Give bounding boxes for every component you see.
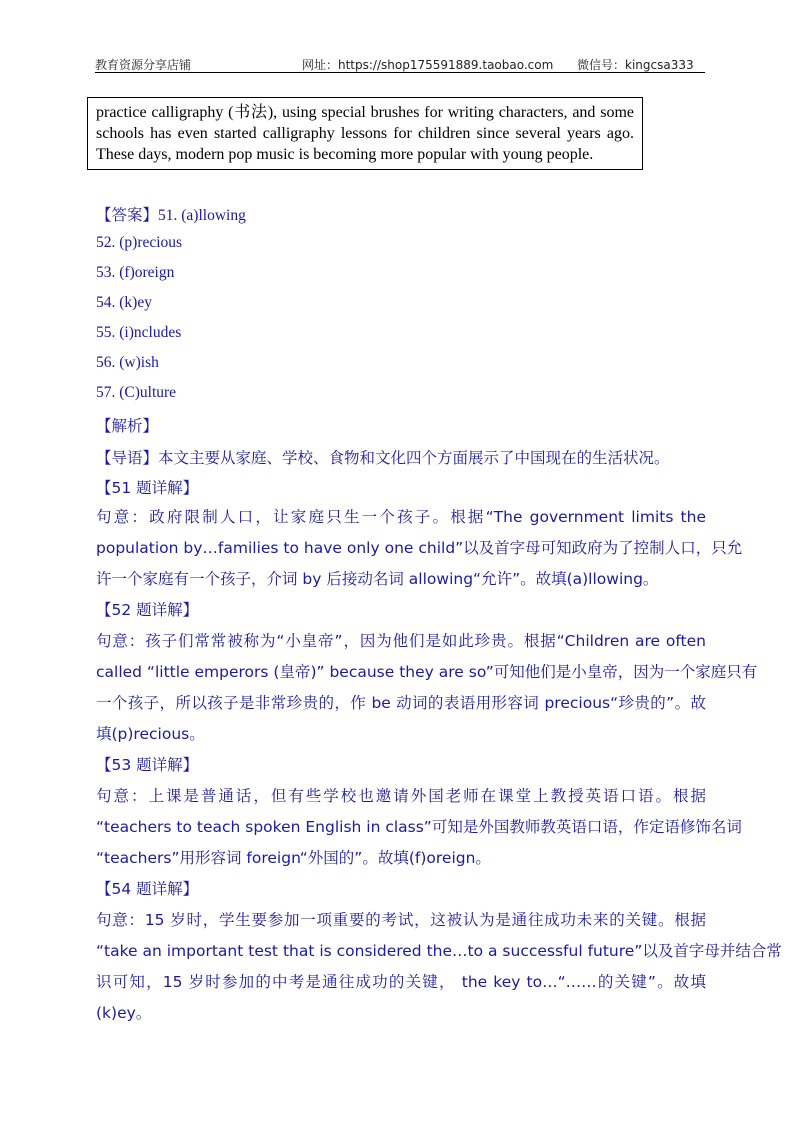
- explanation-line: 一个孩子，所以孩子是非常珍贵的，作 be 动词的表语用形容词 precious“珍贵的”。故: [96, 694, 706, 712]
- page-header: [95, 52, 705, 73]
- guide-text: 【导语】本文主要从家庭、学校、食物和文化四个方面展示了中国现在的生活状况。: [96, 449, 670, 467]
- explanation-line: 句意：孩子们常常被称为“小皇帝”，因为他们是如此珍贵。根据“Children are often: [96, 632, 706, 650]
- explanation-line: 句意：上课是普通话，但有些学校也邀请外国老师在课堂上教授英语口语。根据: [96, 787, 706, 805]
- q51-explanation: [96, 502, 743, 595]
- explanation-line: 句意：15 岁时，学生要参加一项重要的考试，这被认为是通往成功未来的关键。根据: [96, 911, 706, 929]
- answer-item: 54. (k)ey: [96, 294, 152, 311]
- explanation-line: “teachers to teach spoken English in class”可知是外国教师教英语口语，作定语修饰名词: [96, 818, 742, 836]
- answer-label: 【答案】: [96, 206, 159, 224]
- shop-name: 教育资源分享店铺: [95, 58, 192, 72]
- passage-line-2: schools has even started calligraphy lessons for children since several years ago.: [96, 125, 634, 142]
- answer-item: 53. (f)oreign: [96, 264, 175, 281]
- analysis-heading: 【解析】: [96, 417, 159, 435]
- q52-title: 【52 题详解】: [96, 601, 199, 619]
- q54-explanation: [96, 905, 782, 1029]
- answer-item: 56. (w)ish: [96, 354, 159, 371]
- answer-item: 55. (i)ncludes: [96, 324, 182, 341]
- passage-box: [87, 97, 643, 170]
- explanation-line: 识可知，15 岁时参加的中考是通往成功的关键， the key to…“……的关键”。故填: [96, 973, 706, 991]
- passage-line-1: practice calligraphy (书法), using special brushes for writing characters, and some: [96, 104, 634, 121]
- q54-title: 【54 题详解】: [96, 880, 199, 898]
- explanation-line: (k)ey。: [96, 1004, 152, 1022]
- answer-item: 57. (C)ulture: [96, 384, 177, 401]
- passage-line-3: These days, modern pop music is becoming more popular with young people.: [96, 146, 594, 163]
- shop-url: 网址：https://shop175591889.taobao.com: [302, 58, 554, 72]
- answer-line-51: [96, 203, 246, 225]
- wechat-id: 微信号：kingcsa333: [577, 58, 694, 72]
- q51-title: 【51 题详解】: [96, 479, 199, 497]
- explanation-line: “teachers”用形容词 foreign“外国的”。故填(f)oreign。: [96, 849, 491, 867]
- explanation-line: “take an important test that is considered the…to a successful future”以及首字母并结合常: [96, 942, 782, 960]
- q53-title: 【53 题详解】: [96, 756, 199, 774]
- q53-explanation: [96, 781, 742, 874]
- explanation-line: 句意：政府限制人口，让家庭只生一个孩子。根据“The government limits the: [96, 508, 706, 526]
- answer-item: 52. (p)recious: [96, 234, 183, 251]
- explanation-line: 填(p)recious。: [96, 725, 205, 743]
- explanation-line: 许一个家庭有一个孩子，介词 by 后接动名词 allowing“允许”。故填(a)llowing。: [96, 570, 659, 588]
- explanation-line: called “little emperors (皇帝)” because they are so”可知他们是小皇帝，因为一个家庭只有: [96, 663, 758, 681]
- answer-item: 51. (a)llowing: [158, 207, 246, 224]
- explanation-line: population by…families to have only one child”以及首字母可知政府为了控制人口，只允: [96, 539, 743, 557]
- q52-explanation: [96, 626, 758, 750]
